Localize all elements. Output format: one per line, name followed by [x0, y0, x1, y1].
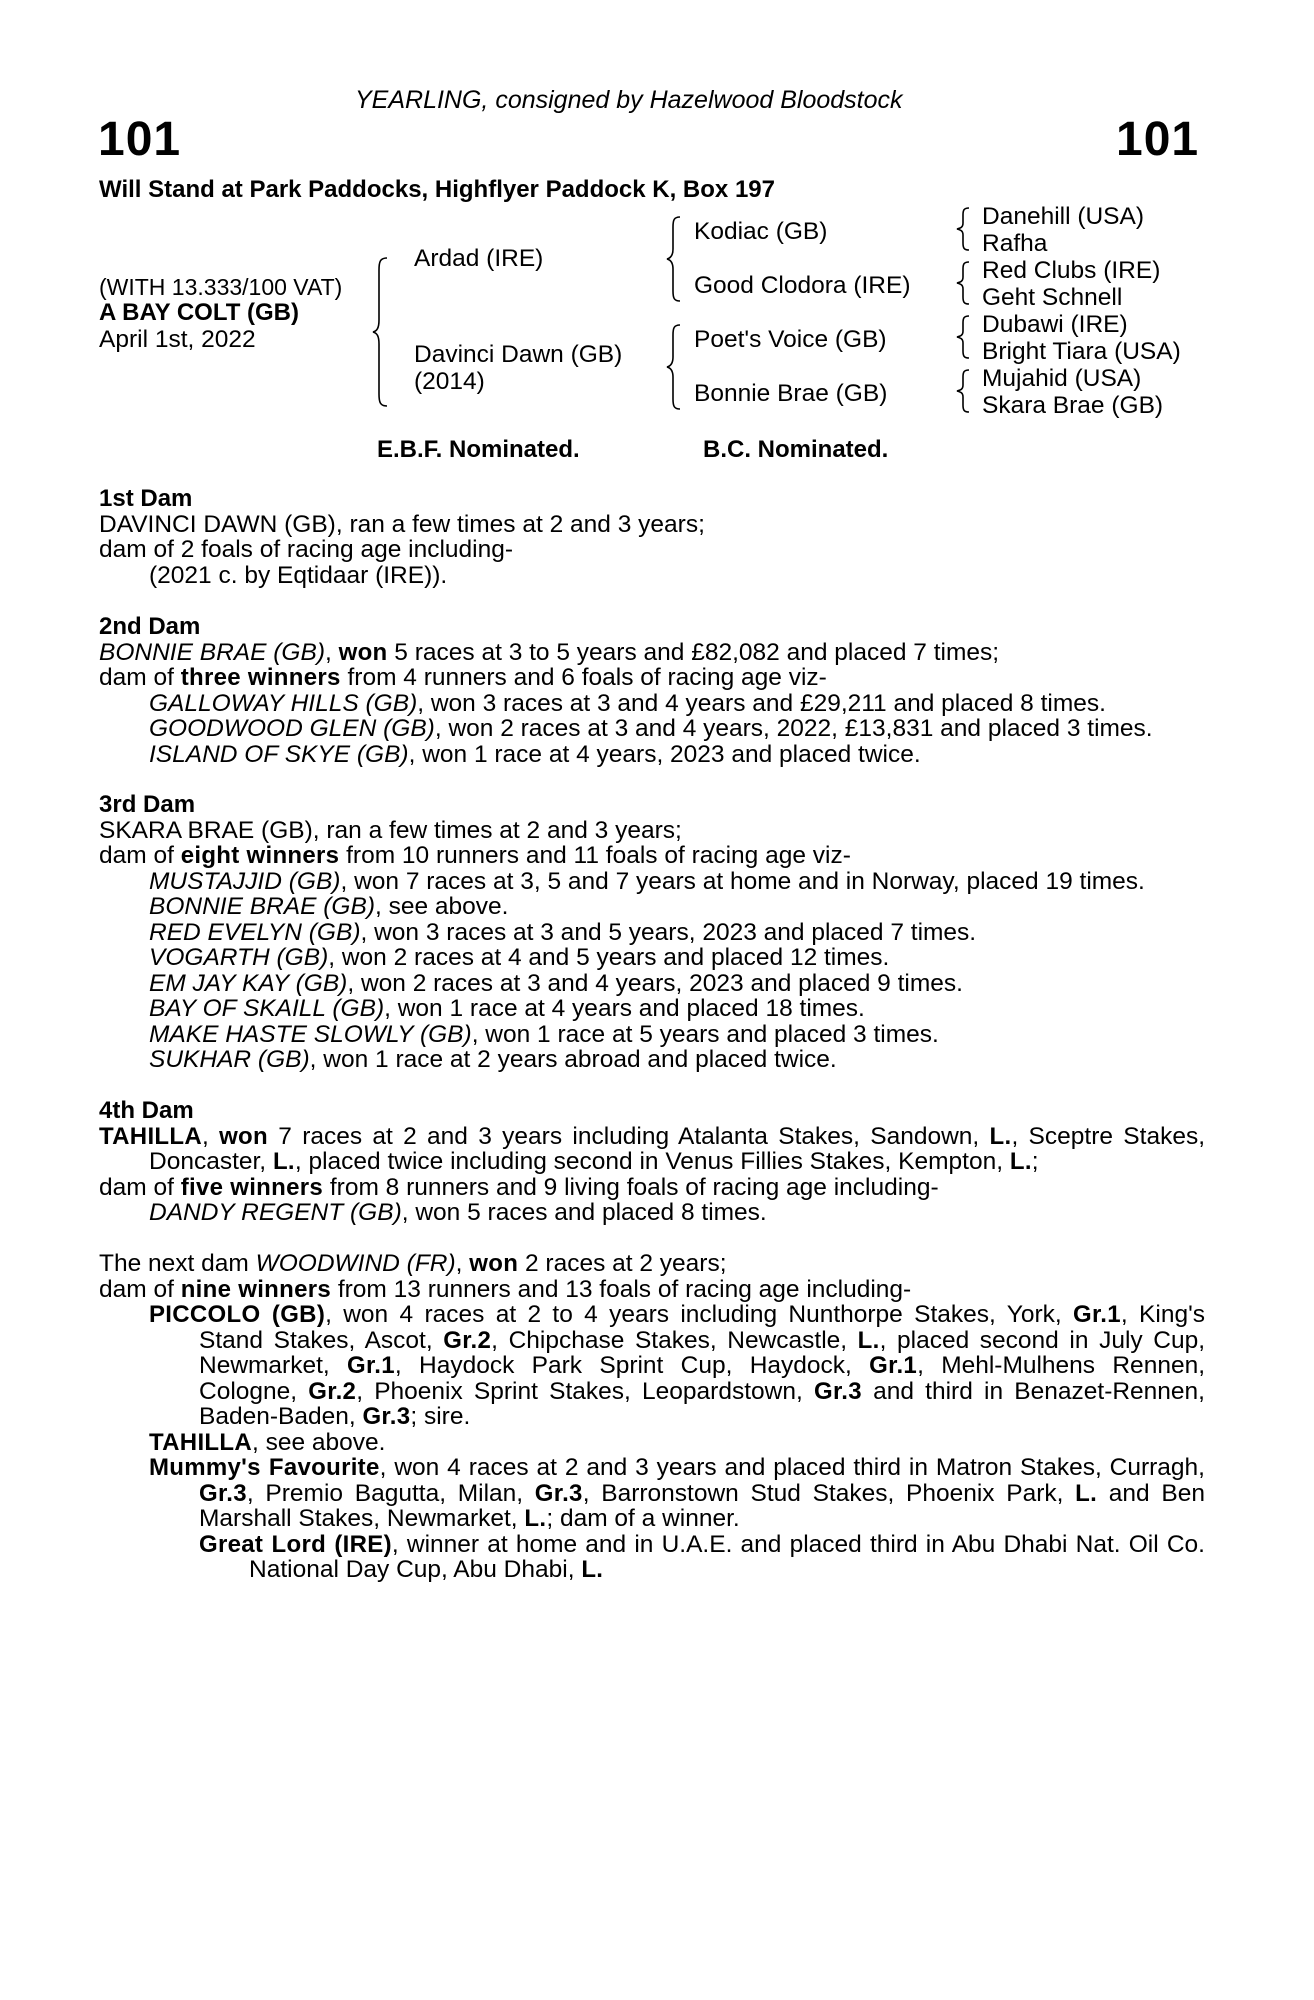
next-dam-intro: The next dam [99, 1250, 256, 1277]
pedigree-g3-6: Bright Tiara (USA) [982, 338, 1181, 365]
dam-produce-summary [99, 1277, 1205, 1303]
group-label: Gr.1 [869, 1352, 918, 1379]
won-label: won [338, 638, 388, 666]
horse-name: MAKE HASTE SLOWLY (GB) [149, 1020, 472, 1048]
produce-entry [99, 716, 1205, 742]
listed-label: L. [524, 1505, 547, 1532]
produce-record: and third in Benazet-Rennen, Baden-Baden, [199, 1377, 1205, 1430]
produce-entry [99, 869, 1205, 895]
produce-entry-piccolo [99, 1302, 1205, 1430]
horse-name: SUKHAR (GB) [149, 1046, 310, 1073]
dam-record: 5 races at 3 to 5 years and £82,082 and placed 7 times; [387, 638, 1000, 666]
produce-record: , Mehl-Mulhens Rennen, Cologne, [199, 1352, 1205, 1405]
dam-of-label: dam of [99, 1173, 181, 1201]
comma: , [324, 638, 339, 666]
horse-name: WOODWIND (FR) [255, 1250, 456, 1277]
ebf-nomination: E.B.F. Nominated. [377, 436, 580, 463]
dam-of-label: dam of [99, 842, 181, 869]
stand-location: Will Stand at Park Paddocks, Highflyer Paddock K, Box 197 [99, 176, 775, 203]
produce-record: , Phoenix Sprint Stakes, Leopardstown, [356, 1377, 814, 1405]
group-label: Gr.1 [347, 1352, 395, 1379]
horse-name: ISLAND OF SKYE (GB) [149, 740, 409, 768]
dam-record: ; [1031, 1148, 1039, 1175]
group-label: Gr.2 [443, 1326, 492, 1354]
pedigree-brace-g3-1 [955, 206, 975, 252]
dam-summary [99, 1251, 1205, 1277]
horse-name: TAHILLA [99, 1122, 202, 1150]
sire-dam: Good Clodora (IRE) [694, 272, 911, 299]
produce-entry [99, 1022, 1205, 1048]
dam-of-label: dam of [99, 664, 181, 691]
comma: , [455, 1250, 470, 1277]
produce-record: , won 1 race at 2 years abroad and placed twice. [309, 1046, 837, 1073]
comma: , [201, 1122, 220, 1150]
dam: Davinci Dawn (GB) [414, 341, 623, 368]
won-label: won [469, 1250, 519, 1277]
pedigree-brace-sire [665, 215, 685, 303]
pedigree-brace-g3-3 [955, 314, 975, 360]
second-dam-section [99, 614, 1205, 767]
dam-year: (2014) [414, 368, 485, 395]
vat-note: (WITH 13.333/100 VAT) [99, 274, 343, 300]
horse-name: Mummy's Favourite [149, 1454, 380, 1481]
produce-entry-great-lord [99, 1532, 1205, 1583]
produce-record: , won 2 races at 4 and 5 years and placed 12 times. [328, 944, 890, 971]
pedigree-brace-g3-4 [955, 368, 975, 414]
pedigree-brace-g3-2 [955, 260, 975, 306]
third-dam-section [99, 792, 1205, 1073]
produce-entry [99, 971, 1205, 997]
produce-entry: (2021 c. by Eqtidaar (IRE)). [149, 561, 448, 589]
group-label: Gr.3 [813, 1377, 862, 1405]
winners-count: five winners [180, 1173, 324, 1201]
produce-record: , won 2 races at 3 and 4 years, 2022, £13,831 and placed 3 times. [434, 715, 1153, 742]
produce-record: , Chipchase Stakes, Newcastle, [491, 1326, 858, 1354]
dam-summary: SKARA BRAE (GB), ran a few times at 2 and 3 years; [99, 816, 682, 844]
won-label: won [219, 1122, 268, 1150]
group-label: Gr.3 [199, 1479, 247, 1507]
produce-record: , won 1 race at 4 years and placed 18 times. [384, 995, 865, 1022]
produce-entry [99, 1047, 1205, 1073]
produce-record: , won 1 race at 4 years, 2023 and placed twice. [408, 740, 921, 768]
section-heading: 4th Dam [99, 1097, 194, 1124]
produce-tail: from 8 runners and 9 living foals of racing age including- [323, 1173, 939, 1201]
produce-record: , Barronstown Stud Stakes, Phoenix Park, [582, 1479, 1076, 1507]
produce-record: , see above. [251, 1428, 386, 1456]
sire: Ardad (IRE) [414, 245, 544, 272]
dam-summary [99, 640, 1205, 666]
produce-record: and Ben Marshall Stakes, Newmarket, [199, 1479, 1205, 1532]
group-label: Gr.3 [534, 1479, 583, 1507]
produce-record: , won 2 races at 3 and 4 years, 2023 and placed 9 times. [347, 969, 963, 997]
pedigree-g3-5: Dubawi (IRE) [982, 311, 1128, 338]
produce-entry [99, 894, 1205, 920]
listed-label: L. [1075, 1479, 1098, 1507]
horse-name: BAY OF SKAILL (GB) [149, 995, 385, 1022]
produce-record: , won 3 races at 3 and 5 years, 2023 and placed 7 times. [360, 918, 977, 946]
horse-name: VOGARTH (GB) [149, 944, 329, 971]
sire-sire: Kodiac (GB) [694, 218, 828, 245]
dam-summary [99, 1124, 1205, 1175]
produce-record: ; dam of a winner. [546, 1505, 740, 1532]
produce-entry [99, 1200, 1205, 1226]
pedigree-brace-main [372, 256, 392, 408]
horse-name: GALLOWAY HILLS (GB) [149, 689, 418, 717]
dam-sire: Poet's Voice (GB) [694, 326, 887, 353]
horse-name: EM JAY KAY (GB) [149, 969, 348, 997]
produce-record: , King's Stand Stakes, Ascot, [199, 1301, 1206, 1354]
produce-entry [99, 691, 1205, 717]
dam-dam: Bonnie Brae (GB) [694, 380, 888, 407]
produce-record: , won 5 races and placed 8 times. [401, 1199, 767, 1226]
produce-entry [99, 996, 1205, 1022]
horse-name: Great Lord (IRE) [199, 1530, 392, 1558]
listed-label: L. [989, 1122, 1012, 1150]
dam-produce-summary: dam of 2 foals of racing age including- [99, 536, 514, 563]
horse-name: GOODWOOD GLEN (GB) [149, 715, 435, 742]
foaling-date: April 1st, 2022 [99, 326, 256, 353]
horse-name: TAHILLA [149, 1428, 252, 1456]
dam-produce-summary [99, 1175, 1205, 1201]
produce-record: , placed second in July Cup, Newmarket, [199, 1326, 1205, 1379]
listed-label: L. [1009, 1148, 1032, 1175]
produce-entry [99, 945, 1205, 971]
produce-record: , won 7 races at 3, 5 and 7 years at home and in Norway, placed 19 times. [340, 867, 1145, 895]
first-dam-section [99, 486, 1205, 588]
horse-name: MUSTAJJID (GB) [149, 867, 341, 895]
consignment-line: YEARLING, consigned by Hazelwood Bloodstock [355, 86, 903, 114]
produce-entry [99, 742, 1205, 768]
produce-record: , see above. [374, 893, 509, 920]
dam-record: 7 races at 2 and 3 years including Atalanta Stakes, Sandown, [267, 1122, 990, 1150]
listed-label: L. [581, 1556, 604, 1583]
winners-count: nine winners [180, 1275, 332, 1303]
produce-record: , won 4 races at 2 to 4 years including Nunthorpe Stakes, York, [325, 1301, 1073, 1328]
group-label: Gr.1 [1073, 1301, 1121, 1328]
pedigree-g3-3: Red Clubs (IRE) [982, 257, 1161, 284]
listed-label: L. [857, 1326, 880, 1354]
horse-name: PICCOLO (GB) [149, 1301, 326, 1328]
pedigree-g3-8: Skara Brae (GB) [982, 392, 1164, 419]
pedigree-g3-4: Geht Schnell [982, 284, 1123, 311]
winners-count: eight winners [180, 842, 340, 869]
section-heading: 1st Dam [99, 485, 193, 512]
pedigree-g3-2: Rafha [982, 230, 1048, 257]
group-label: Gr.3 [362, 1403, 411, 1430]
pedigree-g3-1: Danehill (USA) [982, 203, 1145, 230]
dam-produce-summary [99, 843, 1205, 869]
dam-record: , placed twice including second in Venus Fillies Stakes, Kempton, [294, 1148, 1010, 1175]
pedigree-brace-dam [665, 323, 685, 411]
produce-tail: from 13 runners and 13 foals of racing age including- [331, 1275, 912, 1303]
horse-name: BONNIE BRAE (GB) [149, 893, 375, 920]
produce-record: , winner at home and in U.A.E. and placed third in Abu Dhabi Nat. Oil Co. National Day Cup, Abu Dhabi, [249, 1530, 1205, 1583]
horse-name: DANDY REGENT (GB) [149, 1199, 402, 1226]
produce-record: , won 3 races at 3 and 4 years and £29,211 and placed 8 times. [417, 689, 1106, 717]
produce-record: , Haydock Park Sprint Cup, Haydock, [394, 1352, 870, 1379]
group-label: Gr.2 [308, 1377, 357, 1405]
dam-of-label: dam of [99, 1275, 181, 1303]
produce-record: , Premio Bagutta, Milan, [246, 1479, 535, 1507]
horse-name: BONNIE BRAE (GB) [99, 638, 325, 666]
produce-record: ; sire. [410, 1403, 471, 1430]
section-heading: 3rd Dam [99, 791, 196, 818]
dam-record: , Sceptre Stakes, Doncaster, [149, 1122, 1205, 1175]
dam-produce-summary [99, 665, 1205, 691]
section-heading: 2nd Dam [99, 613, 201, 640]
produce-tail: from 4 runners and 6 foals of racing age viz- [340, 664, 827, 691]
produce-record: , won 4 races at 2 and 3 years and placed third in Matron Stakes, Curragh, [379, 1454, 1205, 1481]
winners-count: three winners [180, 664, 341, 691]
produce-entry [99, 920, 1205, 946]
fourth-dam-section [99, 1098, 1205, 1226]
produce-record: , won 1 race at 5 years and placed 3 times. [471, 1020, 939, 1048]
dam-record: 2 races at 2 years; [518, 1250, 727, 1277]
dam-summary: DAVINCI DAWN (GB), ran a few times at 2 and 3 years; [99, 510, 705, 538]
produce-entry-tahilla [99, 1430, 1205, 1456]
lot-number-right: 101 [1116, 113, 1200, 166]
horse-name: RED EVELYN (GB) [149, 918, 361, 946]
bc-nomination: B.C. Nominated. [703, 436, 889, 463]
pedigree-g3-7: Mujahid (USA) [982, 365, 1142, 392]
lot-number-left: 101 [98, 113, 182, 166]
horse-name: A BAY COLT (GB) [99, 299, 300, 326]
listed-label: L. [272, 1148, 295, 1175]
produce-entry-mummys-favourite [99, 1455, 1205, 1532]
next-dam-section [99, 1251, 1205, 1583]
produce-tail: from 10 runners and 11 foals of racing age viz- [339, 842, 851, 869]
